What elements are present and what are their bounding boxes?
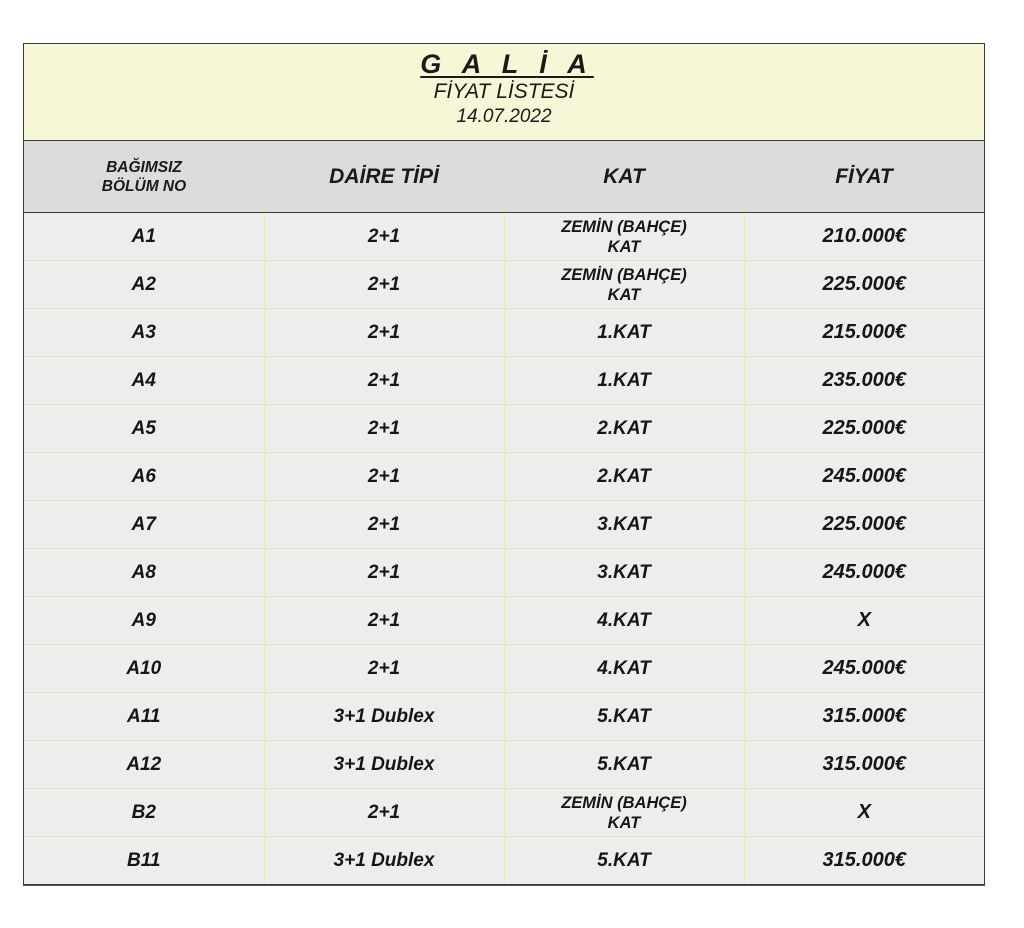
cell-price: 210.000€ — [744, 213, 984, 261]
table-row — [24, 837, 984, 885]
header-unit-no-line2: BÖLÜM NO — [101, 177, 187, 195]
cell-apartment-type: 2+1 — [264, 453, 504, 501]
document-date: 14.07.2022 — [456, 106, 552, 127]
table-row — [24, 309, 984, 357]
cell-floor-line1: 4.KAT — [597, 657, 651, 679]
table-header — [24, 141, 984, 213]
cell-price: 245.000€ — [744, 453, 984, 501]
cell-unit-no: A12 — [24, 741, 264, 789]
cell-unit-no: B11 — [24, 837, 264, 885]
cell-apartment-type: 2+1 — [264, 357, 504, 405]
cell-floor — [504, 213, 744, 261]
cell-unit-no: B2 — [24, 789, 264, 837]
cell-apartment-type: 2+1 — [264, 261, 504, 309]
cell-unit-no: A11 — [24, 693, 264, 741]
cell-apartment-type: 2+1 — [264, 645, 504, 693]
cell-apartment-type: 2+1 — [264, 405, 504, 453]
table-row — [24, 405, 984, 453]
cell-price: X — [744, 597, 984, 645]
cell-apartment-type: 2+1 — [264, 309, 504, 357]
cell-apartment-type: 2+1 — [264, 213, 504, 261]
cell-unit-no: A7 — [24, 501, 264, 549]
table-row — [24, 741, 984, 789]
header-price: FİYAT — [744, 141, 984, 213]
cell-floor-line2: KAT — [607, 813, 641, 832]
cell-floor-line1: 2.KAT — [597, 417, 651, 439]
cell-price: 315.000€ — [744, 837, 984, 885]
cell-floor — [504, 309, 744, 357]
cell-floor — [504, 549, 744, 597]
table-row — [24, 549, 984, 597]
cell-floor-line1: 3.KAT — [597, 513, 651, 535]
cell-floor-line1: 5.KAT — [597, 753, 651, 775]
cell-floor-line2: KAT — [607, 285, 641, 304]
cell-floor-line1: 1.KAT — [597, 369, 651, 391]
cell-floor — [504, 693, 744, 741]
table-row — [24, 261, 984, 309]
cell-floor — [504, 645, 744, 693]
cell-price: 245.000€ — [744, 549, 984, 597]
table-row — [24, 597, 984, 645]
header-unit-no-line1: BAĞIMSIZ — [106, 158, 182, 176]
cell-floor-line2: KAT — [607, 237, 641, 256]
cell-unit-no: A5 — [24, 405, 264, 453]
cell-price: 315.000€ — [744, 741, 984, 789]
cell-floor — [504, 597, 744, 645]
cell-apartment-type: 3+1 Dublex — [264, 837, 504, 885]
table-row — [24, 789, 984, 837]
cell-unit-no: A9 — [24, 597, 264, 645]
cell-floor — [504, 741, 744, 789]
cell-floor-line1: ZEMİN (BAHÇE) — [561, 793, 687, 812]
header-row — [24, 141, 984, 213]
table-row — [24, 213, 984, 261]
table-row — [24, 453, 984, 501]
cell-floor — [504, 453, 744, 501]
cell-floor — [504, 789, 744, 837]
table-row — [24, 693, 984, 741]
cell-apartment-type: 2+1 — [264, 501, 504, 549]
cell-apartment-type: 2+1 — [264, 789, 504, 837]
cell-price: 235.000€ — [744, 357, 984, 405]
cell-floor-line1: 4.KAT — [597, 609, 651, 631]
cell-apartment-type: 2+1 — [264, 597, 504, 645]
cell-unit-no: A8 — [24, 549, 264, 597]
price-list-sheet — [23, 43, 985, 885]
cell-unit-no: A4 — [24, 357, 264, 405]
cell-floor-line1: 5.KAT — [597, 705, 651, 727]
cell-floor-line1: 2.KAT — [597, 465, 651, 487]
cell-floor-line1: ZEMİN (BAHÇE) — [561, 265, 687, 284]
cell-floor-line1: 1.KAT — [597, 321, 651, 343]
cell-price: 225.000€ — [744, 261, 984, 309]
cell-price: 315.000€ — [744, 693, 984, 741]
cell-unit-no: A6 — [24, 453, 264, 501]
cell-price: 225.000€ — [744, 501, 984, 549]
cell-price: 225.000€ — [744, 405, 984, 453]
table-row — [24, 645, 984, 693]
project-title: G A L İ A — [420, 49, 594, 79]
cell-unit-no: A10 — [24, 645, 264, 693]
cell-floor-line1: 5.KAT — [597, 849, 651, 871]
cell-floor — [504, 501, 744, 549]
document-subtitle: FİYAT LİSTESİ — [433, 80, 575, 103]
price-table — [24, 141, 984, 884]
cell-unit-no: A1 — [24, 213, 264, 261]
table-body — [24, 213, 984, 885]
cell-floor — [504, 837, 744, 885]
cell-unit-no: A3 — [24, 309, 264, 357]
header-apartment-type: DAİRE TİPİ — [264, 141, 504, 213]
cell-apartment-type: 2+1 — [264, 549, 504, 597]
cell-price: 245.000€ — [744, 645, 984, 693]
header-floor: KAT — [504, 141, 744, 213]
cell-apartment-type: 3+1 Dublex — [264, 741, 504, 789]
cell-floor-line1: 3.KAT — [597, 561, 651, 583]
cell-floor — [504, 261, 744, 309]
cell-price: 215.000€ — [744, 309, 984, 357]
table-row — [24, 357, 984, 405]
cell-floor — [504, 357, 744, 405]
cell-floor — [504, 405, 744, 453]
cell-apartment-type: 3+1 Dublex — [264, 693, 504, 741]
cell-floor-line1: ZEMİN (BAHÇE) — [561, 217, 687, 236]
cell-unit-no: A2 — [24, 261, 264, 309]
cell-price: X — [744, 789, 984, 837]
header-unit-no — [24, 141, 264, 213]
table-row — [24, 501, 984, 549]
title-block — [24, 44, 984, 141]
